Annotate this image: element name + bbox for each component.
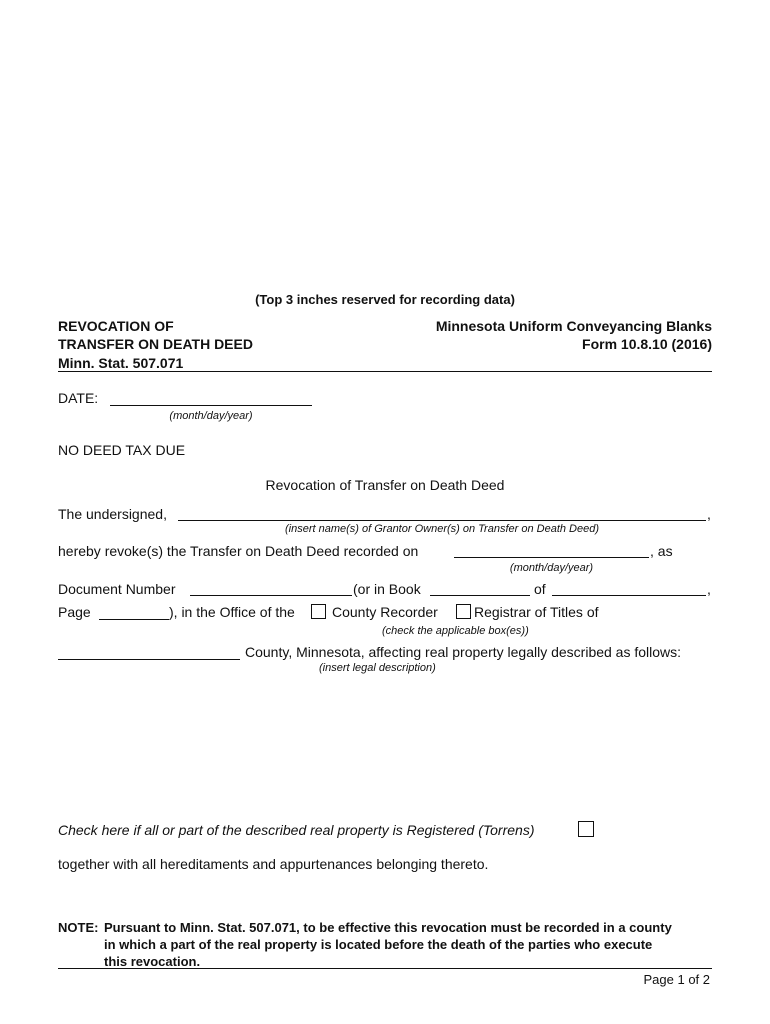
book-field[interactable] [430, 595, 530, 596]
date-field[interactable] [110, 405, 312, 406]
undersigned-comma: , [707, 506, 711, 522]
county-recorder-label: County Recorder [332, 604, 438, 620]
note-line3: this revocation. [104, 954, 201, 969]
county-field[interactable] [58, 659, 240, 660]
document-number-label: Document Number [58, 581, 176, 597]
form-number: Form 10.8.10 (2016) [582, 336, 712, 352]
torrens-text: Check here if all or part of the described real property is Registered (Torrens) [58, 822, 535, 838]
registrar-checkbox[interactable] [456, 604, 471, 619]
county-text: County, Minnesota, affecting real property legally described as follows: [245, 644, 682, 660]
grantor-name-field[interactable] [178, 520, 706, 521]
statute-reference: Minn. Stat. 507.071 [58, 355, 184, 371]
note-line1: Pursuant to Minn. Stat. 507.071, to be effective this revocation must be recorded in a county [104, 920, 672, 935]
revoke-text: hereby revoke(s) the Transfer on Death Deed recorded on [58, 543, 419, 559]
header-rule [58, 371, 712, 372]
note-label: NOTE: [58, 920, 99, 935]
page-number: Page 1 of 2 [643, 972, 710, 987]
county-recorder-checkbox[interactable] [311, 604, 326, 619]
tax-note: NO DEED TAX DUE [58, 442, 186, 458]
uniform-blanks-title: Minnesota Uniform Conveyancing Blanks [435, 318, 712, 334]
of-label: of [534, 581, 546, 597]
hereditaments-text: together with all hereditaments and appurtenances belonging thereto. [58, 856, 489, 872]
as-text: , as [650, 543, 673, 559]
page-field[interactable] [99, 619, 169, 620]
form-title-line1: REVOCATION OF [58, 318, 174, 334]
recorded-date-field[interactable] [454, 557, 649, 558]
form-title-line2: TRANSFER ON DEATH DEED [58, 336, 253, 352]
checkbox-hint: (check the applicable box(es)) [382, 625, 529, 637]
document-number-field[interactable] [190, 595, 352, 596]
office-text: ), in the Office of the [169, 604, 295, 620]
page-label: Page [58, 604, 91, 620]
legal-description-hint: (insert legal description) [319, 662, 436, 674]
footer-rule [58, 968, 712, 969]
recording-note: (Top 3 inches reserved for recording data) [255, 292, 515, 307]
date-hint: (month/day/year) [169, 410, 253, 422]
document-comma: , [707, 581, 711, 597]
undersigned-label: The undersigned, [58, 506, 167, 522]
book-of-field[interactable] [552, 595, 706, 596]
torrens-checkbox[interactable] [578, 821, 594, 837]
registrar-label: Registrar of Titles of [474, 604, 599, 620]
revocation-heading: Revocation of Transfer on Death Deed [265, 477, 505, 493]
recorded-date-hint: (month/day/year) [509, 562, 594, 574]
grantor-hint: (insert name(s) of Grantor Owner(s) on Transfer on Death Deed) [284, 523, 600, 535]
date-label: DATE: [58, 390, 99, 406]
note-line2: in which a part of the real property is located before the death of the parties who execute [104, 937, 653, 952]
or-in-book-label: (or in Book [353, 581, 421, 597]
